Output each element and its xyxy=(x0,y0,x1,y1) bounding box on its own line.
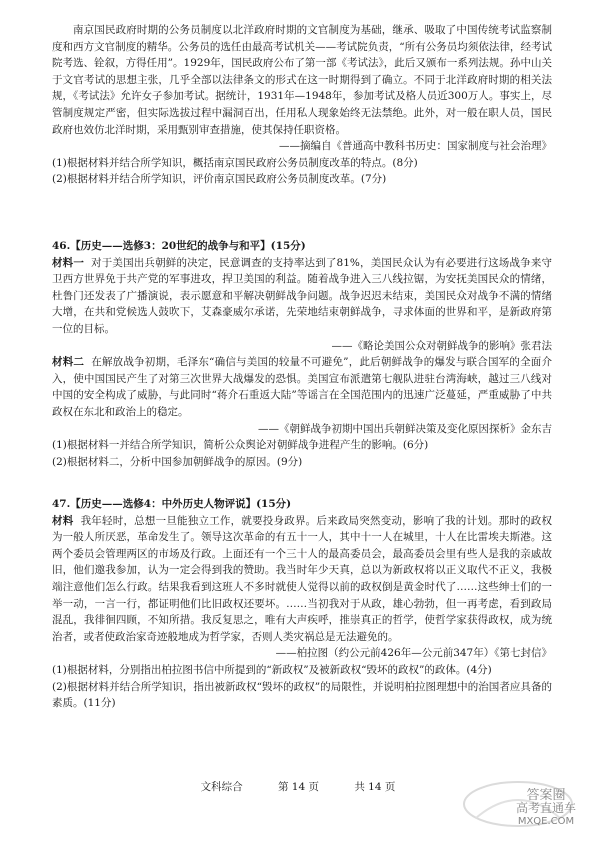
q45-sub1: (1)根据材料并结合所学知识，概括南京国民政府公务员制度改革的特点。(8分) xyxy=(52,156,418,169)
q46-m2-label: 材料二 xyxy=(52,356,85,369)
q46-header: 46.【历史——选修3：20世纪的战争与和平】(15分) xyxy=(52,240,306,252)
q47-header: 47.【历史——选修4：中外历史人物评说】(15分) xyxy=(52,498,292,510)
q46-sub2: (2)根据材料二，分析中国参加朝鲜战争的原因。(9分) xyxy=(52,455,303,468)
q47-source: ——柏拉图（约公元前426年—公元前347年）《第七封信》 xyxy=(275,647,552,660)
q46-m2-text: 在解放战争初期，毛泽东“确信与美国的较量不可避免”，此后朝鲜战争的爆发与联合国军的全面介入，使中国国民产生了对第三次世界大战爆发的恐惧。美国宣布派遣第七舰队进驻台湾海峡，越过三八线对中国的安全构成了威胁，与此同时“蒋介石重返大陆”等谣言在全国范围内的迅速广泛蔓延，严重威胁了中共政权在东北和政治上的稳定。 xyxy=(52,356,553,418)
q47-m-label: 材料 xyxy=(52,514,74,527)
q47-m-text: 我年轻时，总想一旦能独立工作，就要投身政界。后来政局突然变动，影响了我的计划。那时的政权为一般人所厌恶，革命发生了。领导这次革命的有五十一人，其中十一人在城里，十人在比雷埃夫斯港。这两个委员会管理两区的市场及行政。上面还有一个三十人的最高委员会，最高委员会里有些人是我的亲戚故旧，他们邀我参加，认为一定会得到我的赞助。我当时年少天真，总以为新政权将以正义取代不正义，我极端注意他们怎么行政。结果我看到这班人不多时就使人觉得以前的政权倒是黄金时代了……这些绅士们的一举一动，一言一行，都证明他们比旧政权还要坏。……当初我对于从政，雄心勃勃，但一再考虑，看到政局混乱，我徘徊四顾，不知所措。我反复思之，唯有大声疾呼，推崇真正的哲学，使哲学家获得政权，成为统治者，或者使政治家奇迹般地成为哲学家，否则人类灾祸总是无法避免的。 xyxy=(52,514,553,643)
q45-section xyxy=(52,22,552,188)
q45-material: 南京国民政府时期的公务员制度以北洋政府时期的文官制度为基础，继承、吸取了中国传统考试监察制度和西方文官制度的精华。公务员的选任由最高考试机关——考试院负责，“所有公务员均须依法律，经考试院考选、铨叙，方得任用”。1929年，国民政府公布了第一部《考试法》，此后又颁布一系列法规。孙中山关于文官考试的思想主张，几乎全部以法律条文的形式在这一时期得到了确立。不同于北洋政府时期的相关法规，《考试法》允许女子参加考试。据统计，1931年—1948年，参加考试及格人员近300万人。事实上，尽管制度规定严密，但实际选拔过程中漏洞百出，任用私人现象始终无法禁绝。此外，对一般在职人员，国民政府也效仿北洋时期，采用甄别审查措施，使其保持任职资格。 xyxy=(52,24,552,136)
q46-m2-source: ——《朝鲜战争初期中国出兵朝鲜决策及变化原因探析》金东吉 xyxy=(258,422,552,435)
q45-sub2: (2)根据材料并结合所学知识，评价南京国民政府公务员制度改革。(7分) xyxy=(52,173,387,186)
footer-total: 共 14 页 xyxy=(354,781,396,793)
q46-m1-source: ——《略论美国公众对朝鲜战争的影响》张君法 xyxy=(331,339,552,352)
q47-section xyxy=(52,496,552,712)
footer-subject: 文科综合 xyxy=(200,781,243,793)
watermark-line1: 答案圈 xyxy=(526,788,566,803)
q47-sub1: (1)根据材料，分别指出柏拉图书信中所提到的“新政权”及被新政权“毁坏的政权”的政体。(4分) xyxy=(52,663,492,676)
watermark-line2: 高考直通车 xyxy=(515,801,576,815)
watermark-line3: MXQE.COM xyxy=(517,816,575,827)
q46-m1-text: 对于美国出兵朝鲜的决定，民意调查的支持率达到了81%，美国民众认为有必要进行这场战争来守卫西方世界免于共产党的军事进攻，捍卫美国的利益。随着战争进入三八线拉锯，为安抚美国民众的情绪，杜鲁门还发表了广播演说，表示愿意和平解决朝鲜战争问题。战争迟迟未结束，美国民众对战争不满的情绪大增，在共和党候选人鼓吹下，艾森豪威尔承诺，先荣地结束朝鲜战争，寻求体面的世界和平，是新政府第一位的目标。 xyxy=(52,256,553,335)
q46-sub1: (1)根据材料一并结合所学知识，简析公众舆论对朝鲜战争进程产生的影响。(6分) xyxy=(52,439,429,452)
q47-sub2: (2)根据材料并结合所学知识，指出被新政权“毁坏的政权”的局限性，并说明柏拉图理想中的治国者应具备的素质。(11分) xyxy=(52,680,552,710)
watermark-text xyxy=(516,789,576,828)
q46-section xyxy=(52,238,552,470)
footer-page: 第 14 页 xyxy=(277,781,319,793)
q45-source: ——摘编自《普通高中教科书历史：国家制度与社会治理》 xyxy=(279,140,552,153)
q46-m1-label: 材料一 xyxy=(52,256,85,269)
